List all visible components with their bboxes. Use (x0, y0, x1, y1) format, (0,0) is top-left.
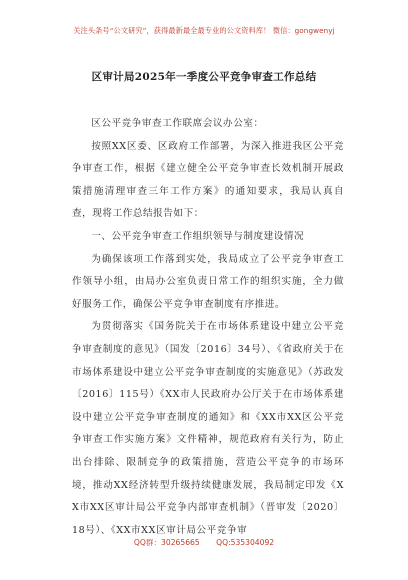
footer-qq-group: QQ群：30265665 (133, 538, 200, 547)
document-title: 区审计局2025年一季度公平竞争审查工作总结 (91, 71, 317, 83)
document-body (72, 113, 344, 542)
body-paragraph: 为贯彻落实《国务院关于在市场体系建设中建立公平竞争审查制度的意见》（国发〔2016〕34号）、《省政府关于在市场体系建设中建立公平竞争审查制度的实施意见》（苏政发〔2016〕115号）《XX市人民政府办公厅关于在市场体系建设中建立公平竞争审查制度的通知》和《XX市XX区公平竞争审查工作实施方案》文件精神，规范政府有关行为，防止出台排除、限制竞争的政策措施，营造公平竞争的市场环境，推动XX经济转型升级持续健康发展，我局制定印发《XX市XX区审计局公平竞争内部审查机制》（晋审发〔2020〕18号）、《XX市XX区审计局公平竞争审 (72, 321, 344, 536)
body-paragraph: 为确保该项工作落到实处，我局成立了公平竞争审查工作领导小组，由局办公室负责日常工作的组织实施，全力做好服务工作，确保公平竞争审查制度有序推进。 (72, 253, 344, 310)
footer-qq: QQ:535304092 (216, 538, 275, 547)
footer-contact (0, 537, 408, 548)
salutation-paragraph: 区公平竞争审查工作联席会议办公室： (91, 118, 264, 129)
header-promo-note: 关注头条号“公文研究”，获得最新最全最专业的公文资料库！ 微信：gongwenyj (73, 26, 335, 35)
intro-paragraph: 按照XX区委、区政府工作部署，为深入推进我区公平竞争审查工作，根据《建立健全公平竞争审查长效机制开展政策措施清理审查三年工作方案》的通知要求，我局认真自查，现将工作总结报告如下： (72, 140, 344, 220)
section-heading: 一、公平竞争审查工作组织领导与制度建设情况 (91, 230, 305, 242)
